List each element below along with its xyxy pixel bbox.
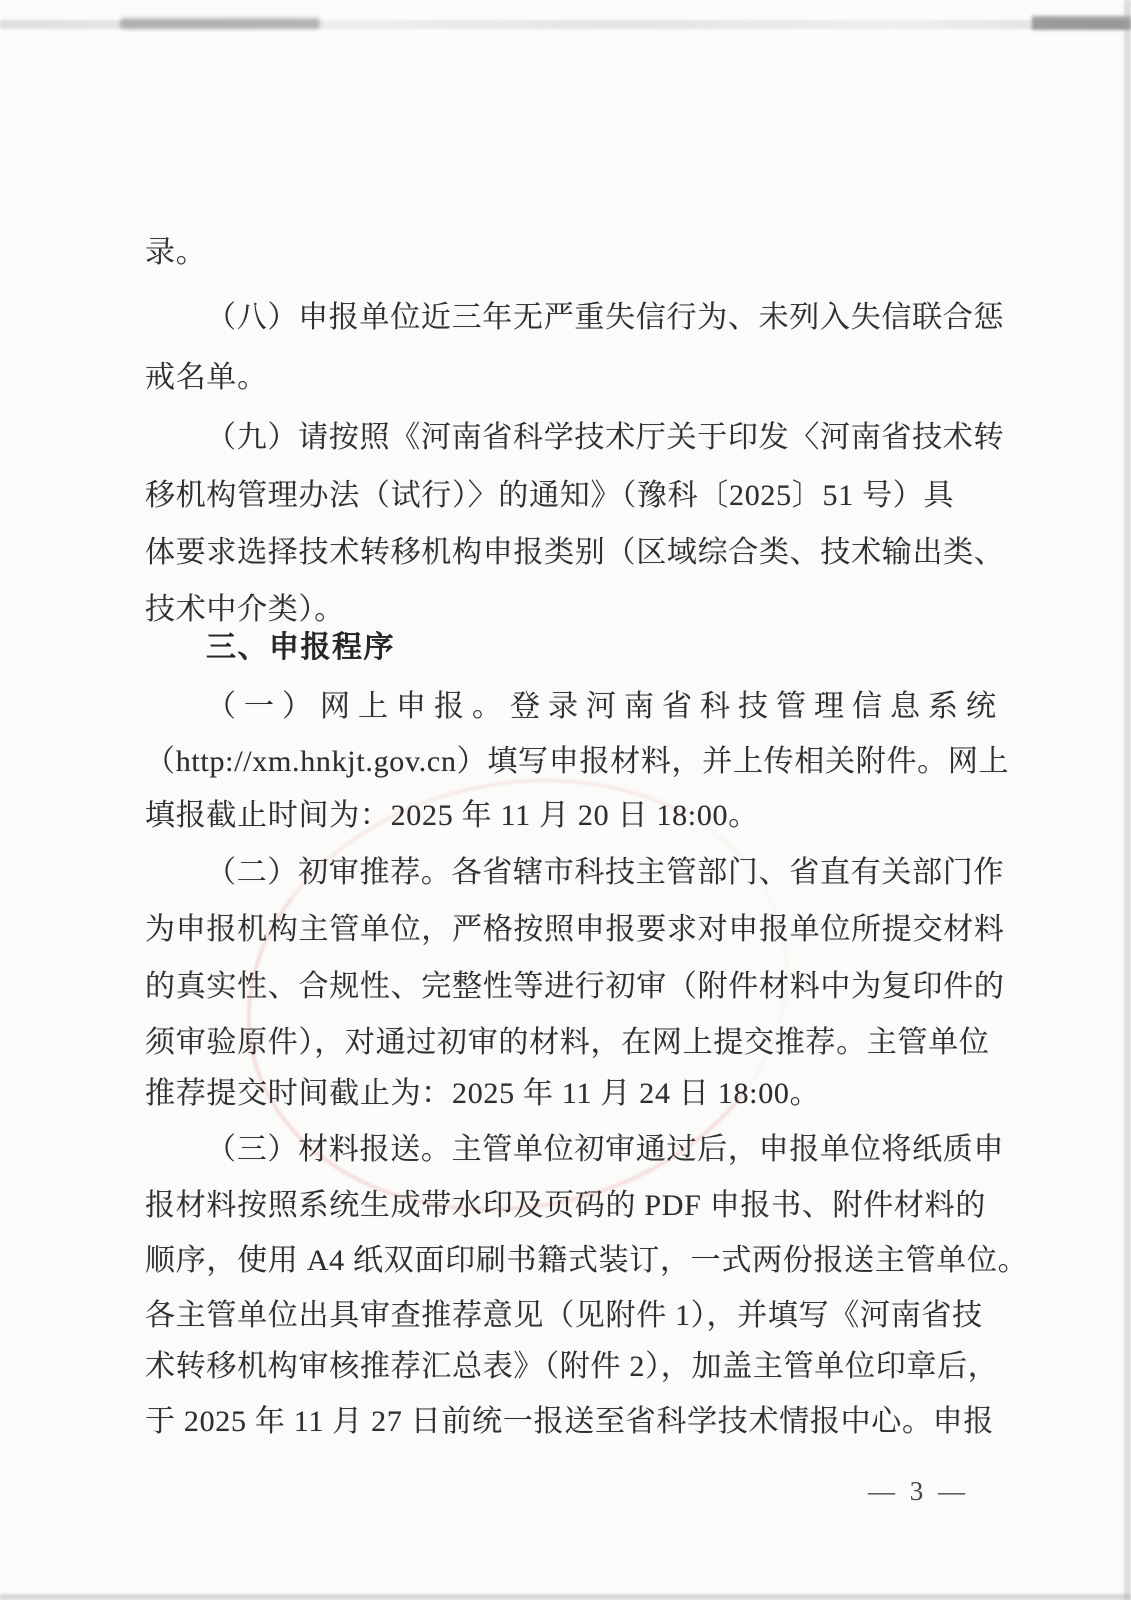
text-line-11-deadline: 填报截止时间为：2025 年 11 月 20 日 18:00。 [145,799,759,832]
scan-artifact-bottom-edge [0,1594,1131,1600]
text-line-10-url: （http://xm.hnkjt.gov.cn）填写申报材料，并上传相关附件。网上 [145,745,1010,778]
text-line-22: 于 2025 年 11 月 27 日前统一报送至省科学技术情报中心。申报 [145,1405,995,1438]
text-line-06: 体要求选择技术转移机构申报类别（区域综合类、技术输出类、 [145,536,1005,569]
text-line-12-para-2: （二）初审推荐。各省辖市科技主管部门、省直有关部门作 [206,856,1005,889]
text-line-17-para-3: （三）材料报送。主管单位初审通过后，申报单位将纸质申 [206,1133,1005,1166]
text-line-02-para-8: （八）申报单位近三年无严重失信行为、未列入失信联合惩 [206,301,1005,334]
text-line-19: 顺序，使用 A4 纸双面印刷书籍式装订，一式两份报送主管单位。 [145,1244,1029,1277]
text-line-20: 各主管单位出具审查推荐意见（见附件 1），并填写《河南省技 [145,1299,983,1332]
text-line-15: 须审验原件），对通过初审的材料，在网上提交推荐。主管单位 [145,1026,990,1059]
text-line-14: 的真实性、合规性、完整性等进行初审（附件材料中为复印件的 [145,970,1005,1003]
text-line-18: 报材料按照系统生成带水印及页码的 PDF 申报书、附件材料的 [145,1189,987,1222]
text-line-05: 移机构管理办法（试行）〉的通知》（豫科〔2025〕51 号）具 [145,479,955,512]
text-line-07: 技术中介类）。 [145,593,345,626]
scan-artifact-top-left [120,18,320,29]
section-heading-application-procedure: 三、申报程序 [206,631,395,664]
text-line-01: 录。 [145,236,207,269]
text-line-04-para-9: （九）请按照《河南省科学技术厅关于印发〈河南省技术转 [206,421,1005,454]
page-number: — 3 — [868,1476,969,1506]
text-line-16-deadline: 推荐提交时间截止为：2025 年 11 月 24 日 18:00。 [145,1077,821,1110]
text-line-21: 术转移机构审核推荐汇总表》（附件 2），加盖主管单位印章后， [145,1350,999,1383]
scan-artifact-top-right [1032,16,1131,30]
text-line-13: 为申报机构主管单位，严格按照申报要求对申报单位所提交材料 [145,913,1005,946]
text-line-03: 戒名单。 [145,361,268,394]
scan-artifact-right-edge [1124,0,1131,1600]
text-line-09-para-1: （一）网上申报。登录河南省科技管理信息系统 [206,690,1004,723]
